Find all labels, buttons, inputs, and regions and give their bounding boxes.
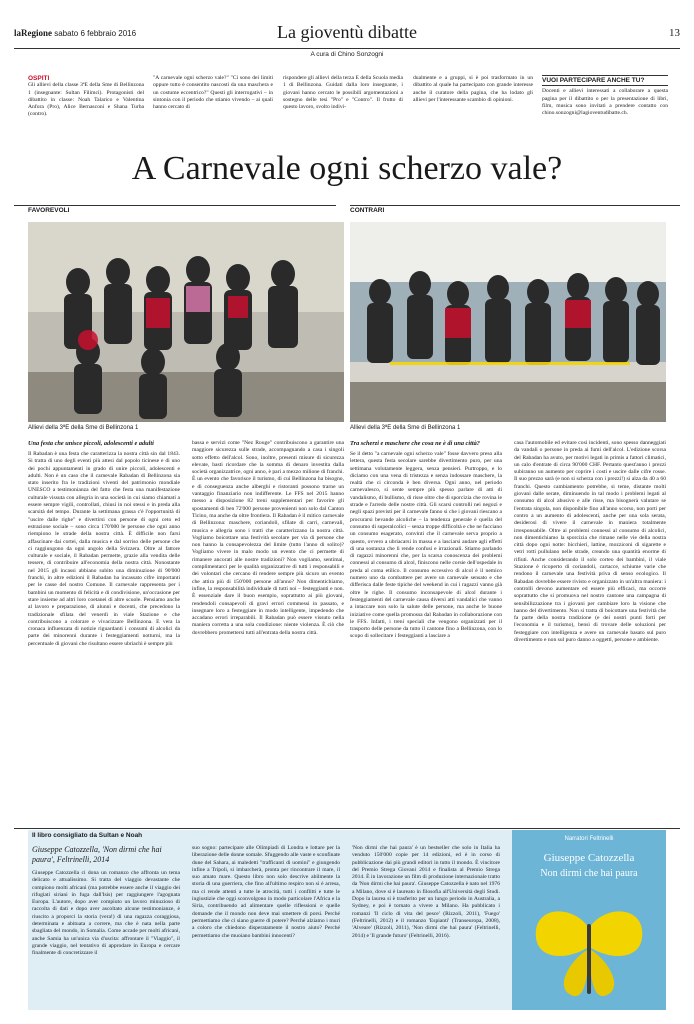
favorevoli-lead: Una festa che unisce piccoli, adolescenti e adulti <box>28 440 154 447</box>
vuoi-partecipare-title: VUOI PARTECIPARE ANCHE TU? <box>542 75 668 86</box>
contrari-col-1 <box>350 440 502 808</box>
book-title: Giuseppe Catozzella, 'Non dirmi che hai paura', Feltrinelli, 2014 <box>32 845 162 864</box>
students-photo-left <box>28 222 344 422</box>
cover-title: Non dirmi che hai paura <box>540 868 638 879</box>
cover-series: Narratori Feltrinelli <box>564 836 614 842</box>
page-number: 13 <box>669 27 680 39</box>
intro-col-2: rispondere gli allievi della terza E della Scuola media 1 di Bellinzona. Guidati dalla loro insegnante, i giovani hanno cercato le possibili argomentazioni a sostegno delle tesi "Pro" e "Contro". Il frutto di questo lavoro, svolto indivi- <box>283 75 403 111</box>
brand-logo: laRegione <box>14 28 52 38</box>
favorevoli-caption: Allievi della 3ªE della Sme di Bellinzona 1 <box>28 425 139 431</box>
contrari-label: CONTRARI <box>350 207 385 214</box>
book-col-2: suo sogno: partecipare alle Olimpiadi di Londra e lottare per la liberazione delle donne somale. Sfuggendo alle vaste e sconfinate dune del Sahara, ai maledetti "trafficanti di uomini" e giungendo infine a Tripoli, si imbarcherà, pronta per rincontrare il mare, il suo amato mare. Questo libro non solo descrive abilmente la storia di una guerriera, che fino all'ultimo respiro non si è arresa, ma ci rende attenti a tutte le atrocità, tutti i conflitti e tutte le ingiustizie che oggi sconvolgono in modo particolare l'Africa e la Siria, contribuendo ad alimentare quelle riflessioni e quelle domande che il mondo non deve mai smettere di porsi. Perché permettiamo che ci siano guerre di potere? Perché alziamo i muri a coloro che chiedono disperatamente il nostro aiuto? Perché permettiamo che muoiano bambini innocenti? <box>192 845 340 939</box>
cover-author: Giuseppe Catozzella <box>543 852 635 864</box>
favorevoli-body-1: Il Rabadan è una festa che caratterizza la nostra città sin dal 1843. Si tratta di uno degli eventi più attesi dal popolo ticinese e di uno dei pochi appuntamenti in grado di unire piccoli, adolescenti e adulti. Non è un caso che il carnevale Rabadan di Bellinzona sia stato inserito fra le tradizioni viventi del patrimonio mondiale UNESCO a testimonianza del fatto che festa una manifestazione culturale vissuta con allegria in una società in cui siamo chiamati a essere sempre vigili, controllati, chiusi in noi stessi e in preda alla scarsità del tempo. Durante la settimana grassa c'è l'opportunità di "uscire dalle righe" e divertirsi con persone di ogni ceto ed estrazione sociale – sono circa 170'000 le persone che ogni anno riempiono le strade della nostra città. È difficile non farsi affascinare dai cortei, dalla musica e dal sorriso delle persone che ci raggiungono da ogni angolo della Svizzera. Oltre al fattore culturale e sociale, il Rabadan permette, grazie alla vendita delle tessere, di contribuire all'economia della nostra città. Nonostante nel 2015 gli incassi abbiano subito una diminuzione di 90'000 franchi, in altre edizioni il Rabadan ha incassato cifre importanti per le casse del nostro Comune. Il carnevale rappresenta per i bambini un momento di felicità e di condivisione, un'occasione per stare insieme ad altri loro coetanei di altre scuole. Pensiamo anche al lavoro e preparazione, di alunni e docenti, che precedono la tradizionale sfilata del venerdì in viale Stazione e che contribuiscono a colorare e vivacizzare Bellinzona. E vera la cronaca influenzata di notizie riguardanti i consumi di alcolici da parte dei minorenni durante i festeggiamenti notturni, ma la percentuale di giovani che risultano essere ubriachi è sempre più <box>28 451 180 647</box>
issue-date: sabato 6 febbraio 2016 <box>54 29 137 38</box>
favorevoli-col-2: bassa e servizi come "Nez Rouge" contribuiscono a garantire una maggiore sicurezza sulle strade, accompagnando a casa i singoli sotto effetto dell'alcol. Sono, inoltre, presenti misure di sicurezza elevate, basti ricordare che la somma di denaro investita dalla società organizzatrice, ogni anno, è pari a mezzo milione di franchi. È un evento che favorisce il turismo, di cui Bellinzona ha bisogno, e di conseguenza anche alberghi e ristoranti possono trarne un vantaggio finanziario non indifferente. Le FFS nel 2015 hanno messo a disposizione 82 treni supplementari per favorire gli spostamenti di ben 72'000 persone provenienti non solo dal Canton Ticino, ma anche da oltre frontiera. Il Rabadan è il mitico carnevale di Bellinzona: maschere, coriandoli, sfilate di carri, carnevali, musica e allegria sono i tratti che caratterizzano la nostra città. Vogliamo boicottare una festività secolare per via di persone che non hanno la consapevolezza del limite (tutto l'anno di solito)? Vogliamo vivere in malo modo un evento che ci permette di rimanere ancorati alle nostre tradizioni? Non vogliamo, sentimai, complimentarci per le qualità organizzative di tutti i responsabili e dei volontari che cercano di rendere sempre più sicuro un evento che attira più di 150'000 persone all'anno? Non dimentichiamo, infine, la responsabilità individuale di tutti noi – festeggianti e non. È essenziale dare il buon esempio, soprattutto ai più giovani, rendendoli consapevoli di gravi errori commessi in passato, e insegnare loro a festeggiare in modo intelligente, impedendo che accadano errori irreparabili. Il Rabadan può essere vissuto nella maniera corretta a una sola condizione: niente violenza. È ciò che dovrebbero promettersi tutti all'entrata della nostra città. <box>192 440 344 636</box>
headline: A Carnevale ogni scherzo vale? <box>131 150 563 187</box>
vuoi-partecipare-box <box>542 75 668 135</box>
contrari-caption: Allievi della 3ªE della Sme di Bellinzona 1 <box>350 425 461 431</box>
vuoi-partecipare-text: Docenti e allievi interessati a collaborare a questa pagina per il dibattito o per la presentazione di libri, film, musica sono invitati a prendere contatto con chino.sonzogni@lagioventudibatte.ch. <box>542 88 668 117</box>
book-rule <box>14 828 680 829</box>
contrari-col-2: casa l'automobile ed evitare così incidenti, sono spesso danneggiati da vandali o persone in preda ai fumi dell'alcol. L'edizione scorsa del Rabadan ha avuto, per motivi legati in primis a fattori climatici, un calo d'entrate di circa 90'000 CHF. Pertanto quest'anno i prezzi subiranno un aumento per coprire i costi e uscire dalle cifre rosse. Il suo prezzo sarà (e non si scherza con i prezzi!) si alza da 40 a 60 franchi. Questo cambiamento potrebbe, si teme, distante molti giovani dalle serate, diminuendo in tal modo i problemi legati al consumo di alcol abusivo e alle risse, ma bisognerà valutare se l'entrata singola, non disponibile fino all'anno scorso, non porti per contro a un aumento di adolescenti, anche per una sola serata, desiderosi di vivere il carnevale in maniera totalmente irresponsabile. Oltre ai problemi connessi al consumo di alcolici, non dimentichiamo la sporcizia che rimane nelle vie della nostra città dopo ogni notte: bicchieri, lattine, mozziconi di sigarette e vetri rotti pullulano nelle strade, creando una quantità enorme di rifiuti. Anche considerando il solo corteo dei bambini, il viale Stazione è ricoperto di coriandoli, cartacce, schiume varie che rendono il carnevale una festività priva di senso ecologico. Il Rabadan dovrebbe essere rivisto e organizzato in un'altra maniera: i controlli devono aumentare ed essere più efficaci, ma occorre soprattutto che si promuova nel nostro cantone una campagna di sensibilizzazione tra i giovani per cambiare loro la visione che hanno del divertimento. Non si tratta di boicottare una festività che fa parte della nostra tradizione (e dei nostri punti forti per l'economia e il turismo), bensì di trovare delle soluzioni per festeggiare con intelligenza e avere un carnevale basato sul puro divertimento e non sul puro danno a oggetti, persone e ambiente. <box>514 440 666 644</box>
header-rule <box>14 48 680 49</box>
favorevoli-col-1 <box>28 440 180 808</box>
contrari-rule <box>350 205 680 206</box>
contrari-body-1: Se il detto "a carnevale ogni scherzo vale" fosse davvero preso alla lettera, questa festa secolare sarebbe divertimento puro, per una settimana volutamente leggera, senza pensieri. Purtroppo, e lo diciamo con una vena di tristezza e senza indossare maschere, la realtà che ci circonda è ben diversa. Ogni anno, nel periodo carnevalesco, si sente sempre più spesso parlare di atti di vandalismo, di bullismo, di risse oltre che di sporcizia che rovina le strade e l'arredo delle nostre città. Gli scarsi controlli nei negozi e negli spazi previsti per il carnevale fanno sì che i giovani riescano a procurarsi bevande alcoliche – la tendenza generale è quella del consumo di superalcolici – senza troppe difficoltà e che ne facciano un consumo esagerato, convinti che il carnevale serva proprio a questo, ovvero a ubriacarsi in massa e a lasciarsi andare agli effetti di una sostanza che li rende confusi e irrazionali. Stiamo parlando di ragazzi minorenni che, per la scarsa conoscenza dei problemi connessi al consumo di alcol, finiscono nelle corsie dell'ospedale in preda al coma etilico. Il consumo eccessivo di alcol è il nemico numero uno da combattere per avere un carnevale sensato e che differisca dalle feste tipiche del weekend in cui i ragazzi vanno già oltre le righe. Il consumo inconsapevole di alcol durante i festeggiamenti del carnevale causa diversi atti vandalici che vanno a intaccare non solo la salute delle persone, ma anche le buone iniziative come quella promossa dal Rabadan in collaborazione con le FFS. Infatti, i treni speciali che vengono organizzati per il trasporto delle persone da tutto il cantone fino a Bellinzona, con lo scopo di sollecitare i festeggianti a lasciare a <box>350 451 502 640</box>
book-cover <box>512 830 666 1010</box>
ospiti-text: Gli allievi della classe 3ªE della Sme di Bellinzona 1 (insegnante: Sultan Filimci). Protagonisti del dibattito in classe: Noah Talarico e Valentina Anfora (Pro), Alice Bernasconi e Shana Turba (contro). <box>28 82 144 118</box>
favorevoli-label: FAVOREVOLI <box>28 207 70 214</box>
contrari-photo <box>350 222 666 422</box>
butterfly-icon <box>512 898 666 1008</box>
favorevoli-rule <box>14 205 336 206</box>
section-title: La gioventù dibatte <box>277 22 417 42</box>
book-section-label: Il libro consigliato da Sultan e Noah <box>32 832 143 839</box>
favorevoli-photo <box>28 222 344 422</box>
curated-by: A cura di Chino Sonzogni <box>310 51 384 58</box>
intro-col-1: "A carnevale ogni scherzo vale?" "Ci sono dei limiti oppure tutto è consentito nascosti da una maschera e un costume eccentrico?" Questi gli interrogativi – in sintonia con il periodo che stiamo vivendo – ai quali hanno cercato di <box>153 75 273 111</box>
contrari-lead: Tra scherzi e maschere che cosa ne è di una città? <box>350 440 480 447</box>
students-photo-right <box>350 222 666 422</box>
ospiti-box <box>28 75 144 135</box>
book-col-1: Giuseppe Catozzella ci dona un romanzo che affronta un tema delicato e attualissimo. Si tratta del viaggio devastante che compiono molti africani (ma potrebbe essere anche il viaggio dei rifugiati siriani in fuga dall'Isis) per raggiungere l'agognata Europa. L'autore, dopo aver compiuto un lavoro minuzioso di raccolta di dati e dopo aver ascoltato alcune testimonianze, è riuscito a proporci la storia (vera!) di una ragazza coraggiosa, determinata e abituata a correre, ma che è nata nella parte sbagliata del mondo, in Somalia. Come accade per molti africani, anche Samia ha un'unica via d'uscita: affrontare il "Viaggio", il grande viaggio, nel tentativo di approdare in Europa e cercare finalmente di concretizzare il <box>32 870 180 957</box>
ospiti-label: OSPITI <box>28 75 50 82</box>
book-col-3: 'Non dirmi che hai paura' è un bestseller che solo in Italia ha venduto 150'000 copie per 14 edizioni, ed è in corso di pubblicazione dai più grandi editori in tutto il mondo. È vincitore del Premio Strega Giovani 2014 e finalista al Premio Strega 2014. È in lavorazione un film di produzione internazionale tratto da 'Non dirmi che hai paura'. Giuseppe Catozzella è nato nel 1976 a Milano, dove si è laureato in filosofia all'Università degli Studi. Dopo la laurea si è trasferito per un lungo periodo in Australia, a Sydney, e poi è tornato a vivere a Milano. Ha pubblicato i romanzi 'Il ciclo di vita del pesce' (Rizzoli, 2011), 'Fuego' (Feltrinelli, 2012) e il romanzo 'Espianti' (Transeuropa, 2008), 'Alveare' (Rizzoli, 2011), 'Non dirmi che hai paura' (Feltrinelli, 2014) e 'Il grande futuro' (Feltrinelli, 2016). <box>352 845 500 939</box>
intro-col-3: dualmente e a gruppi, si è poi trasformato in un dibattito al quale ha partecipato con grande interesse anche il curatore della pagina, che ha lodato gli allievi per l'interessante scambio di opinioni. <box>413 75 533 103</box>
